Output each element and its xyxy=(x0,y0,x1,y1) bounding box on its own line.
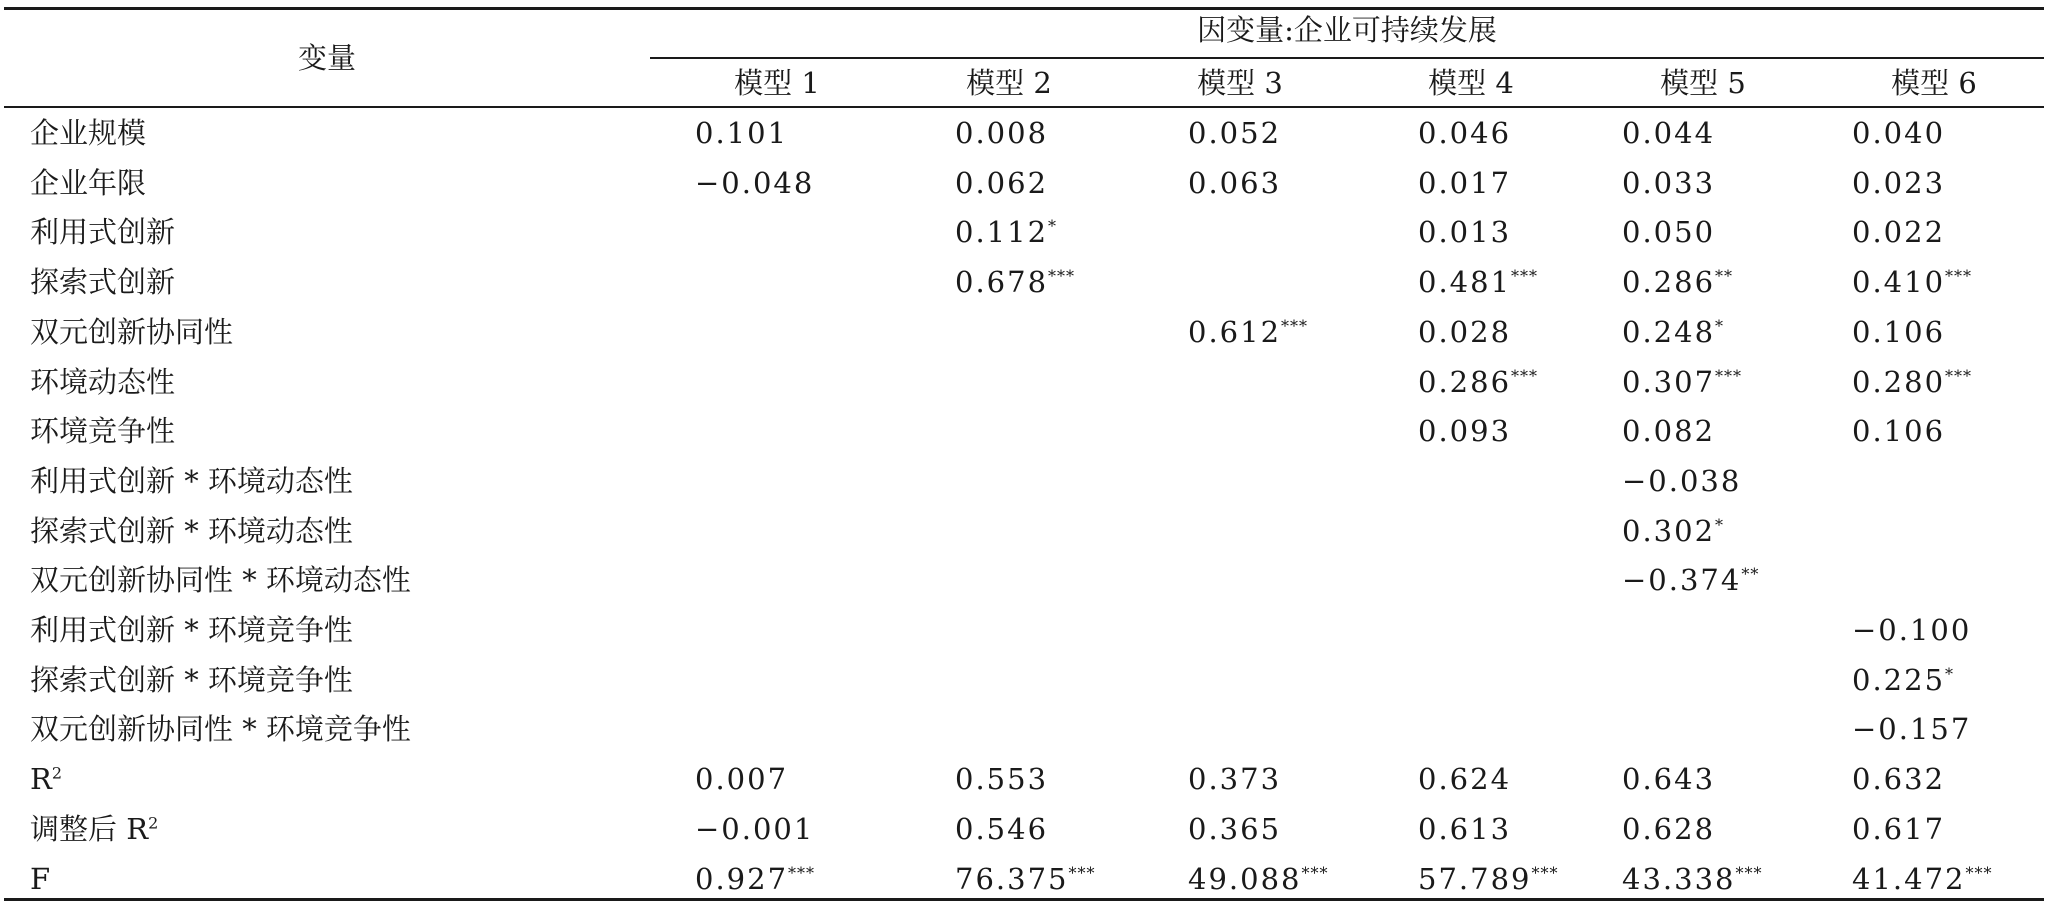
table-cell: 0.046 xyxy=(1418,116,1512,150)
table-cell: 0.481*** xyxy=(1418,265,1539,300)
corner-header: 变量 xyxy=(297,41,356,75)
column-header-model-6: 模型 6 xyxy=(1891,66,1977,100)
significance-stars: *** xyxy=(788,862,816,882)
table-cell: 0.112* xyxy=(955,215,1058,250)
table-cell: 0.033 xyxy=(1622,165,1716,200)
significance-stars: *** xyxy=(1048,266,1076,286)
table-cell: 0.017 xyxy=(1418,165,1512,200)
row-label: 双元创新协同性 * 环境竞争性 xyxy=(30,712,411,747)
table-cell: 0.007 xyxy=(695,762,789,797)
table-cell: 0.302* xyxy=(1622,513,1725,548)
table-cell: 0.613 xyxy=(1418,811,1512,846)
table-cell: −0.100 xyxy=(1852,613,1972,647)
significance-stars: * xyxy=(1715,316,1725,336)
row-label: 双元创新协同性 xyxy=(30,314,234,349)
table-cell: −0.374** xyxy=(1622,563,1760,598)
row-label: 利用式创新 * 环境竞争性 xyxy=(30,613,353,647)
table-cell: 43.338*** xyxy=(1622,861,1763,896)
column-header-model-5: 模型 5 xyxy=(1660,66,1746,100)
table-cell: 0.617 xyxy=(1852,811,1946,846)
table-cell: 0.106 xyxy=(1852,414,1946,449)
table-cell: 0.225* xyxy=(1852,662,1955,697)
table-cell: 0.023 xyxy=(1852,165,1946,200)
row-label: 调整后 $R^2$ xyxy=(30,811,160,846)
significance-stars: *** xyxy=(1945,365,1973,385)
table-cell: 0.040 xyxy=(1852,116,1946,150)
table-cell: 0.410*** xyxy=(1852,265,1973,300)
table-cell: 0.365 xyxy=(1188,811,1282,846)
group-header: 因变量:企业可持续发展 xyxy=(1197,13,1497,47)
header-rule xyxy=(4,106,2044,108)
column-header-model-2: 模型 2 xyxy=(966,66,1052,100)
significance-stars: *** xyxy=(1281,316,1309,336)
table-cell: 0.028 xyxy=(1418,314,1512,349)
table-cell: 49.088*** xyxy=(1188,861,1329,896)
table-cell: 41.472*** xyxy=(1852,861,1993,896)
row-label: 环境竞争性 xyxy=(30,414,176,449)
significance-stars: *** xyxy=(1301,862,1329,882)
table-cell: 0.286*** xyxy=(1418,364,1539,399)
table-cell: 0.307*** xyxy=(1622,364,1743,399)
table-cell: 0.052 xyxy=(1188,116,1282,150)
table-cell: 0.093 xyxy=(1418,414,1512,449)
superscript: 2 xyxy=(51,763,64,783)
table-cell: 0.632 xyxy=(1852,762,1946,797)
significance-stars: *** xyxy=(1511,365,1539,385)
column-header-model-1: 模型 1 xyxy=(734,66,820,100)
table-cell: 0.101 xyxy=(695,116,789,150)
significance-stars: ** xyxy=(1715,266,1734,286)
row-label: 双元创新协同性 * 环境动态性 xyxy=(30,563,411,598)
table-cell: 0.553 xyxy=(955,762,1049,797)
table-cell: 0.044 xyxy=(1622,116,1716,150)
significance-stars: *** xyxy=(1715,365,1743,385)
row-label: 探索式创新 xyxy=(30,265,176,300)
table-cell: 0.286** xyxy=(1622,265,1734,300)
significance-stars: *** xyxy=(1945,266,1973,286)
table-cell: 0.628 xyxy=(1622,811,1716,846)
group-rule xyxy=(650,57,2044,59)
row-label: 探索式创新 * 环境动态性 xyxy=(30,513,353,548)
significance-stars: *** xyxy=(1735,862,1763,882)
row-label: 探索式创新 * 环境竞争性 xyxy=(30,662,353,697)
table-cell: 76.375*** xyxy=(955,861,1096,896)
table-cell: −0.001 xyxy=(695,811,815,846)
table-cell: 0.373 xyxy=(1188,762,1282,797)
significance-stars: *** xyxy=(1965,862,1993,882)
row-label: 利用式创新 * 环境动态性 xyxy=(30,463,353,498)
table-cell: 0.927*** xyxy=(695,861,816,896)
table-cell: 57.789*** xyxy=(1418,861,1559,896)
column-header-model-3: 模型 3 xyxy=(1197,66,1283,100)
row-label: 企业规模 xyxy=(30,116,147,150)
significance-stars: ** xyxy=(1741,564,1760,584)
row-label: 企业年限 xyxy=(30,165,147,200)
table-cell: 0.106 xyxy=(1852,314,1946,349)
significance-stars: *** xyxy=(1511,266,1539,286)
table-cell: 0.248* xyxy=(1622,314,1725,349)
table-cell: 0.022 xyxy=(1852,215,1946,250)
superscript: 2 xyxy=(148,813,160,833)
table-cell: 0.612*** xyxy=(1188,314,1309,349)
row-label: $R^2$ xyxy=(30,762,64,797)
table-cell: 0.082 xyxy=(1622,414,1716,449)
table-cell: 0.280*** xyxy=(1852,364,1973,399)
table-cell: 0.013 xyxy=(1418,215,1512,250)
table-cell: 0.063 xyxy=(1188,165,1282,200)
bottom-rule xyxy=(4,898,2044,901)
table-cell: 0.678*** xyxy=(955,265,1076,300)
significance-stars: * xyxy=(1715,514,1725,534)
table-cell: 0.643 xyxy=(1622,762,1716,797)
row-label: F xyxy=(30,861,51,896)
significance-stars: *** xyxy=(1531,862,1559,882)
table-cell: 0.546 xyxy=(955,811,1049,846)
significance-stars: * xyxy=(1945,664,1955,684)
table-cell: 0.624 xyxy=(1418,762,1512,797)
table-cell: −0.038 xyxy=(1622,463,1742,498)
significance-stars: *** xyxy=(1068,862,1096,882)
significance-stars: * xyxy=(1048,216,1058,236)
table-cell: −0.157 xyxy=(1852,712,1972,747)
table-cell: 0.062 xyxy=(955,165,1049,200)
row-label: 环境动态性 xyxy=(30,364,176,399)
column-header-model-4: 模型 4 xyxy=(1428,66,1514,100)
table-cell: 0.008 xyxy=(955,116,1049,150)
table-cell: −0.048 xyxy=(695,165,815,200)
table-cell: 0.050 xyxy=(1622,215,1716,250)
row-label: 利用式创新 xyxy=(30,215,176,250)
